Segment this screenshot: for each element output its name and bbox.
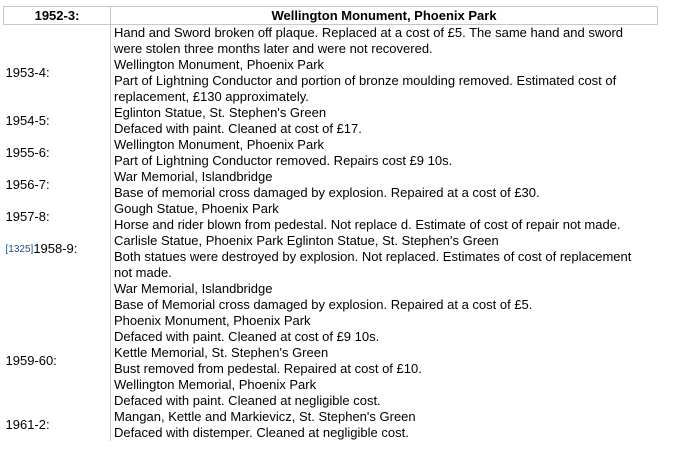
damage-description: Hand and Sword broken off plaque. Replaced at a cost of £5. The same hand and sword were stolen three months later and were not recovered. (114, 25, 624, 56)
damage-description: Defaced with paint. Cleaned at negligible cost. (114, 393, 381, 408)
year-label: 1958-9: (33, 241, 78, 256)
table-row (4, 233, 658, 345)
table-row (4, 201, 658, 233)
monument-name: Phoenix Monument, Phoenix Park (114, 313, 311, 328)
monument-name: Kettle Memorial, St. Stephen's Green (114, 345, 329, 360)
monument-name: Mangan, Kettle and Markievicz, St. Stephen's Green (114, 409, 416, 424)
damage-description: Horse and rider blown from pedestal. Not replace d. Estimate of cost of repair not made. (114, 217, 621, 232)
year-label: 1959-60: (5, 353, 57, 368)
table-row (4, 169, 658, 201)
footnote-link[interactable]: [1325] (5, 244, 34, 255)
detail-cell (111, 25, 658, 58)
header-year: 1952-3: (4, 7, 111, 25)
monument-name: Wellington Monument, Phoenix Park (114, 57, 325, 72)
detail-cell (111, 345, 658, 409)
monument-name: Carlisle Statue, Phoenix Park Eglinton Statue, St. Stephen's Green (114, 233, 499, 248)
damage-description: Part of Lightning Conductor removed. Repairs cost £9 10s. (114, 153, 453, 168)
table-row (4, 25, 658, 58)
detail-cell (111, 233, 658, 345)
monument-name: War Memorial, Islandbridge (114, 169, 273, 184)
year-label: 1961-2: (5, 417, 50, 432)
year-cell (4, 57, 111, 105)
year-cell (4, 105, 111, 137)
monument-damage-table (3, 6, 658, 441)
table-row (4, 57, 658, 105)
table-row (4, 345, 658, 409)
year-cell (4, 409, 111, 441)
year-label: 1954-5: (5, 113, 50, 128)
detail-cell (111, 137, 658, 169)
damage-description: Defaced with paint. Cleaned at cost of £17. (114, 121, 362, 136)
detail-cell (111, 201, 658, 233)
year-label: 1953-4: (5, 65, 50, 80)
damage-description: Base of memorial cross damaged by explosion. Repaired at a cost of £30. (114, 185, 540, 200)
monument-name: War Memorial, Islandbridge (114, 281, 273, 296)
detail-cell (111, 409, 658, 441)
table-body (4, 25, 658, 442)
damage-description: Part of Lightning Conductor and portion of bronze moulding removed. Estimated cost of replacement, £130 approximately. (114, 73, 617, 104)
table-row (4, 137, 658, 169)
detail-cell (111, 105, 658, 137)
year-cell (4, 345, 111, 409)
year-cell (4, 233, 111, 345)
year-cell (4, 201, 111, 233)
table-row (4, 105, 658, 137)
damage-description: Base of Memorial cross damaged by explosion. Repaired at a cost of £5. (114, 297, 533, 312)
year-cell (4, 25, 111, 58)
year-label: 1955-6: (5, 145, 50, 160)
damage-description: Bust removed from pedestal. Repaired at cost of £10. (114, 361, 422, 376)
monument-name: Eglinton Statue, St. Stephen's Green (114, 105, 327, 120)
damage-description: Defaced with paint. Cleaned at cost of £9 10s. (114, 329, 380, 344)
detail-cell (111, 169, 658, 201)
damage-description: Defaced with distemper. Cleaned at negligible cost. (114, 425, 409, 440)
monument-name: Wellington Memorial, Phoenix Park (114, 377, 317, 392)
detail-cell (111, 57, 658, 105)
table-row (4, 409, 658, 441)
table-header-row (4, 7, 658, 25)
monument-name: Wellington Monument, Phoenix Park (114, 137, 325, 152)
year-cell (4, 137, 111, 169)
year-label: 1957-8: (5, 209, 50, 224)
year-cell (4, 169, 111, 201)
year-label: 1956-7: (5, 177, 50, 192)
monument-name: Gough Statue, Phoenix Park (114, 201, 279, 216)
header-title: Wellington Monument, Phoenix Park (111, 7, 658, 25)
damage-description: Both statues were destroyed by explosion. Not replaced. Estimates of cost of replacement not made. (114, 249, 632, 280)
